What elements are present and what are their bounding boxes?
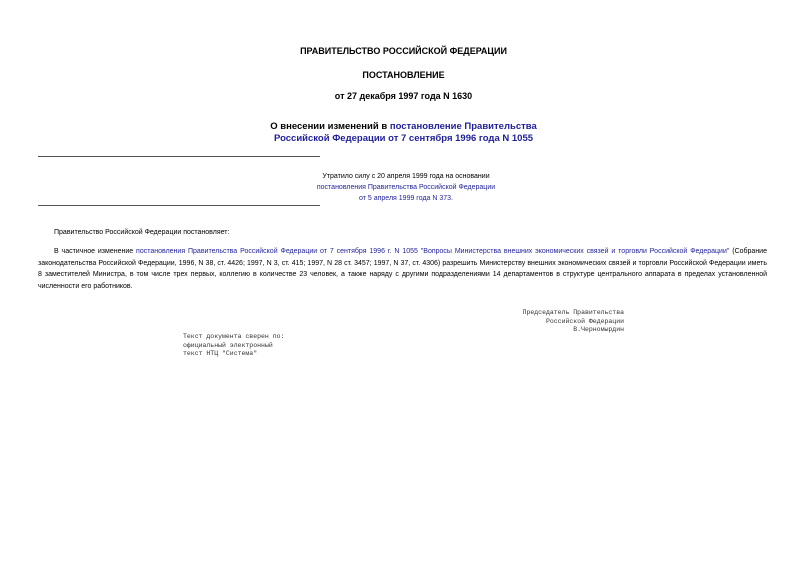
main-paragraph [38, 246, 767, 292]
repeal-resolution-link[interactable]: постановления Правительства Российской Федерации [316, 184, 496, 191]
signature-org: Российской Федерации [545, 317, 624, 325]
divider-top [38, 156, 320, 157]
main-paragraph-rest: (Собрание законодательства Российской Федерации, 1996, N 38, ст. 4426; 1997, N 3, ст. 415; 1997, N 28 ст. 3457; 1997, N 37, ст. 4306) разрешить Министерству внешних экономических связей и торговли Российской Федерации иметь 8 заместителей Министра, в том числе трех первых, коллегию в количестве 23 человек, а также наряду с другими подразделениями 14 департаментов в структуре центрального аппарата в пределах установленной численности его работников. [38, 248, 767, 290]
repeal-notice-text: Утратило силу с 20 апреля 1999 года на основании [322, 173, 490, 180]
referenced-resolution-link[interactable]: постановления Правительства Российской Федерации от 7 сентября 1996 г. N 1055 "Вопросы Министерства внешних экономических связей и торговли Российской Федерации" [136, 248, 730, 255]
source-note-line1: Текст документа сверен по: [183, 333, 285, 340]
intro-paragraph: Правительство Российской Федерации постановляет: [54, 229, 230, 236]
repeal-notice [246, 171, 566, 204]
signature-name: В.Черномырдин [573, 326, 624, 333]
signature-block [523, 309, 624, 335]
source-note [183, 333, 284, 359]
document-type: ПОСТАНОВЛЕНИЕ [362, 70, 445, 80]
source-note-line2: официальный электронный [183, 341, 273, 349]
repeal-resolution-link-cont[interactable]: от 5 апреля 1999 года N 373. [359, 195, 453, 202]
title-prefix: О внесении изменений в [270, 121, 390, 132]
divider-bottom [38, 205, 320, 206]
government-heading: ПРАВИТЕЛЬСТВО РОССИЙСКОЙ ФЕДЕРАЦИИ [300, 46, 507, 56]
amended-resolution-link[interactable]: постановление Правительства [389, 121, 537, 132]
amended-resolution-link-cont[interactable]: Российской Федерации от 7 сентября 1996 года N 1055 [273, 133, 534, 144]
document-date-number: от 27 декабря 1997 года N 1630 [334, 91, 473, 101]
document-title [0, 121, 807, 145]
signature-title: Председатель Правительства [522, 309, 624, 316]
main-paragraph-start: В частичное изменение [54, 248, 137, 255]
source-note-line3: текст НТЦ "Система" [183, 350, 258, 357]
